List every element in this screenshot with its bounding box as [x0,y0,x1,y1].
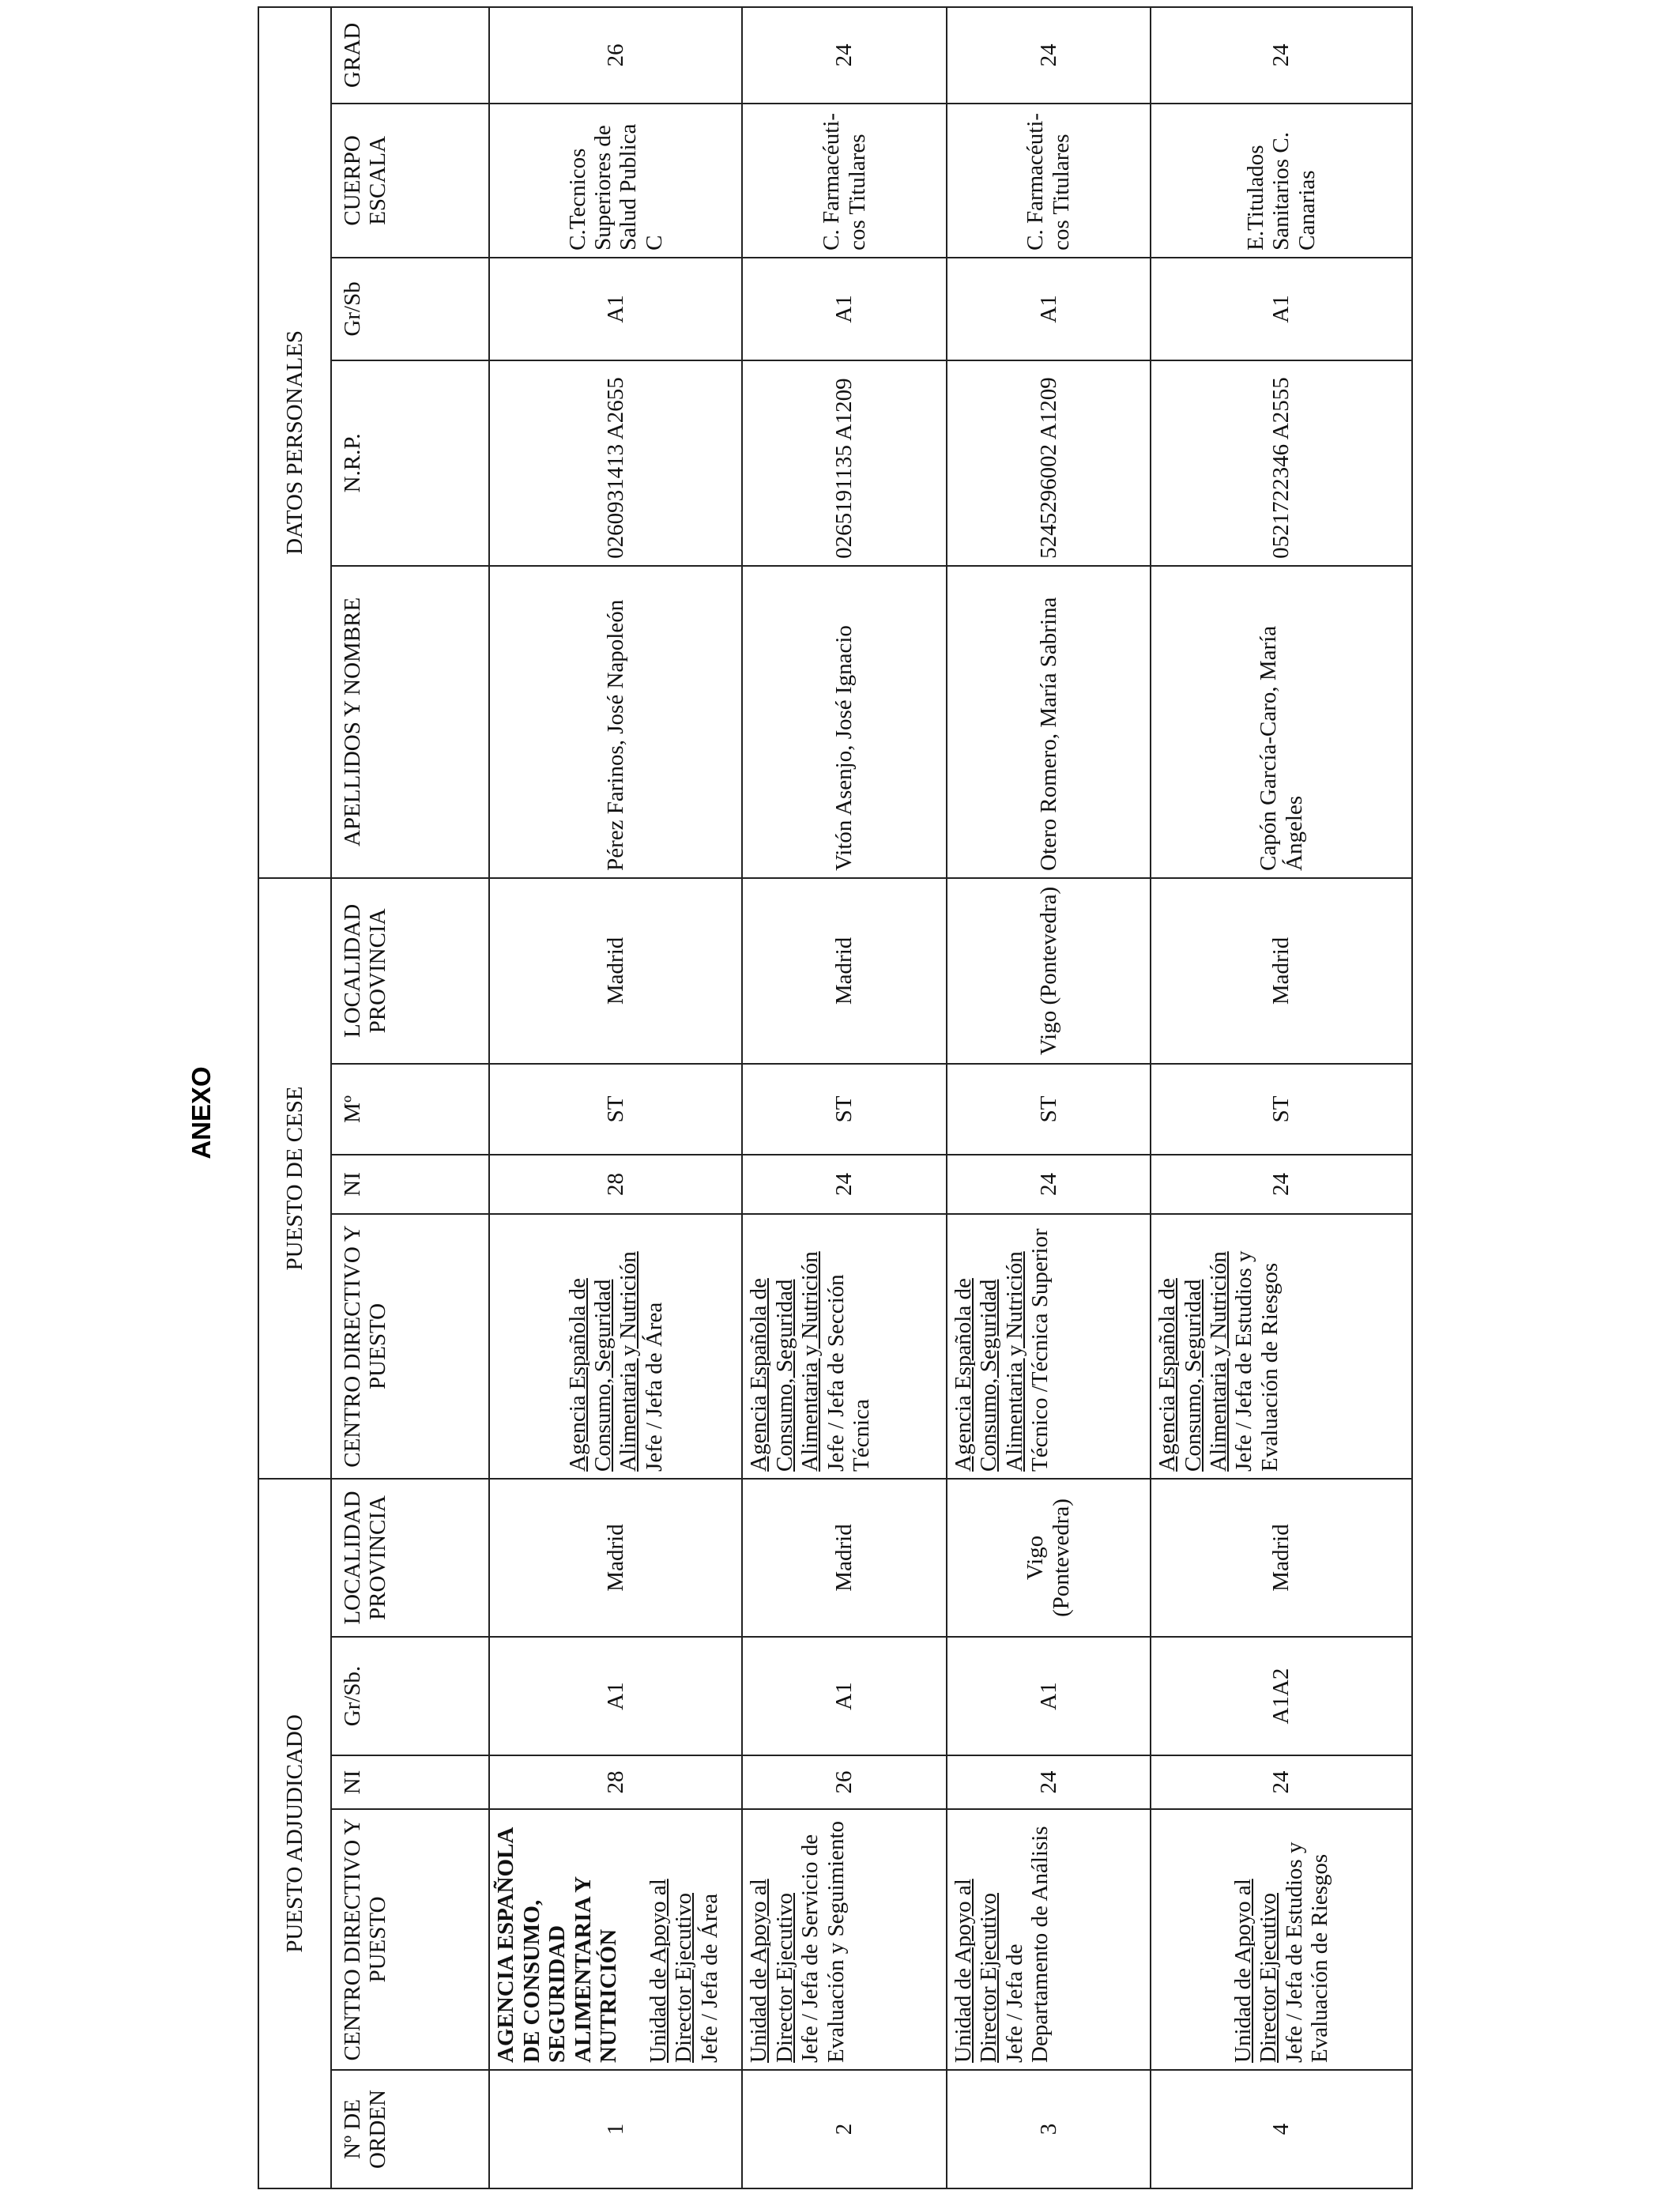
cell-cese-localidad: Madrid [1151,878,1412,1064]
cell-cese-centro [742,1214,946,1479]
table-row [1151,7,1412,2188]
cell-grado: 24 [742,7,946,104]
cell-grado: 26 [489,7,742,104]
cell-apellidos: Vitón Asenjo, José Ignacio [742,566,946,878]
cell-adj-unidad: Unidad de Apoyo al Director Ejecutivo [950,1879,1002,2063]
cell-adj-grsb: A1 [489,1637,742,1755]
header-cese-ni: NI [331,1155,490,1214]
cell-grsb: A1 [947,258,1151,360]
header-adj-localidad: LOCALIDAD PROVINCIA [331,1479,490,1637]
table-row [742,7,946,2188]
cell-cese-m: ST [489,1064,742,1155]
cell-cese-puesto: Jefe / Jefa de Sección Técnica [823,1274,875,1472]
cell-grsb: A1 [742,258,946,360]
cell-cese-puesto: Jefe / Jefa de Estudios y Evaluación de Riesgos [1231,1250,1283,1472]
cell-cuerpo: E.Titulados Sanitarios C. Canarias [1151,104,1412,258]
cell-grado: 24 [1151,7,1412,104]
header-orden: Nº DE ORDEN [331,2070,490,2188]
cell-apellidos: Otero Romero, María Sabrina [947,566,1151,878]
cell-cese-org: Agencia Española de Consumo, Seguridad Alimentaria y Nutrición [1155,1251,1231,1472]
cell-cese-org: Agencia Española de Consumo, Seguridad Alimentaria y Nutrición [746,1251,823,1472]
cell-orden: 1 [489,2070,742,2188]
cell-cese-m: ST [742,1064,946,1155]
cell-adj-localidad: Vigo (Pontevedra) [947,1479,1151,1637]
header-nrp: N.R.P. [331,360,490,566]
cell-cese-localidad: Madrid [489,878,742,1064]
header-cese-m: Mº [331,1064,490,1155]
cell-cese-localidad: Vigo (Pontevedra) [947,878,1151,1064]
cell-nrp: 5245296002 A1209 [947,360,1151,566]
cell-adj-puesto: Jefe / Jefa de Servicio de Evaluación y Seguimiento [797,1820,849,2063]
column-header-row [331,7,490,2188]
header-grado: GRAD [331,7,490,104]
cell-adj-localidad: Madrid [1151,1479,1412,1637]
header-adj-centro: CENTRO DIRECTIVO Y PUESTO [331,1809,490,2070]
header-cuerpo: CUERPO ESCALA [331,104,490,258]
cell-adj-centro [1151,1809,1412,2070]
cell-grado: 24 [947,7,1151,104]
cell-apellidos: Capón García-Caro, María Ángeles [1151,566,1412,878]
header-cese-centro: CENTRO DIRECTIVO Y PUESTO [331,1214,490,1479]
cell-cese-ni: 24 [742,1155,946,1214]
cell-orden: 4 [1151,2070,1412,2188]
cell-adj-ni: 26 [742,1755,946,1809]
cell-cuerpo: C. Farmacéuti-cos Titulares [742,104,946,258]
header-adj-ni: NI [331,1755,490,1809]
cell-adj-localidad: Madrid [742,1479,946,1637]
cell-cese-ni: 24 [1151,1155,1412,1214]
cell-cese-org: Agencia Española de Consumo, Seguridad Alimentaria y Nutrición [564,1251,642,1472]
cell-adj-centro [742,1809,946,2070]
cell-nrp: 0521722346 A2555 [1151,360,1412,566]
cell-cese-centro [489,1214,742,1479]
cell-orden: 3 [947,2070,1151,2188]
cell-cese-centro [947,1214,1151,1479]
header-adj-grsb: Gr/Sb. [331,1637,490,1755]
cell-cese-localidad: Madrid [742,878,946,1064]
cell-grsb: A1 [489,258,742,360]
header-cese-localidad: LOCALIDAD PROVINCIA [331,878,490,1064]
header-grsb: Gr/Sb [331,258,490,360]
cell-adj-centro [489,1809,742,2070]
cell-apellidos: Pérez Farinos, José Napoleón [489,566,742,878]
cell-adj-unidad: Unidad de Apoyo al Director Ejecutivo [645,1879,697,2063]
cell-cese-org: Agencia Española de Consumo, Seguridad Alimentaria y Nutrición [950,1251,1027,1472]
cell-cuerpo: C. Farmacéuti-cos Titulares [947,104,1151,258]
cell-adj-ni: 24 [1151,1755,1412,1809]
cell-grsb: A1 [1151,258,1412,360]
cell-adj-localidad: Madrid [489,1479,742,1637]
group-header-row [258,7,331,2188]
cell-adj-unidad: Unidad de Apoyo al Director Ejecutivo [1230,1879,1282,2063]
cell-adj-grsb: A1A2 [1151,1637,1412,1755]
cell-cese-puesto: Técnico /Técnica Superior [1027,1228,1053,1472]
header-apellidos: APELLIDOS Y NOMBRE [331,566,490,878]
cell-orden: 2 [742,2070,946,2188]
cell-cuerpo: C.Tecnicos Superiores de Salud Publica C [489,104,742,258]
cell-adj-puesto: Jefe / Jefa de Estudios y Evaluación de Riesgos [1281,1842,1332,2063]
cell-cese-ni: 24 [947,1155,1151,1214]
cell-nrp: 0265191135 A1209 [742,360,946,566]
cell-nrp: 0260931413 A2655 [489,360,742,566]
annex-table [258,6,1413,2189]
cell-adj-ni: 24 [947,1755,1151,1809]
group-datos-personales: DATOS PERSONALES [258,7,331,878]
cell-adj-puesto: Jefe / Jefa de Departamento de Análisis [1001,1826,1053,2063]
cell-adj-org: AGENCIA ESPAÑOLA DE CONSUMO, SEGURIDAD ALIMENTARIA Y NUTRICIÓN [493,1828,622,2063]
cell-adj-grsb: A1 [742,1637,946,1755]
cell-cese-puesto: Jefe / Jefa de Área [641,1302,667,1472]
table-row [947,7,1151,2188]
group-puesto-cese: PUESTO DE CESE [258,878,331,1479]
cell-adj-centro [947,1809,1151,2070]
cell-adj-puesto: Jefe / Jefa de Área [696,1893,722,2063]
cell-cese-m: ST [947,1064,1151,1155]
cell-cese-centro [1151,1214,1412,1479]
cell-cese-ni: 28 [489,1155,742,1214]
annex-table-container [258,8,1413,2189]
group-puesto-adjudicado: PUESTO ADJUDICADO [258,1479,331,2188]
page-title: ANEXO [186,1066,216,1159]
cell-cese-m: ST [1151,1064,1412,1155]
cell-adj-ni: 28 [489,1755,742,1809]
cell-adj-grsb: A1 [947,1637,1151,1755]
cell-adj-unidad: Unidad de Apoyo al Director Ejecutivo [746,1879,797,2063]
table-row [489,7,742,2188]
